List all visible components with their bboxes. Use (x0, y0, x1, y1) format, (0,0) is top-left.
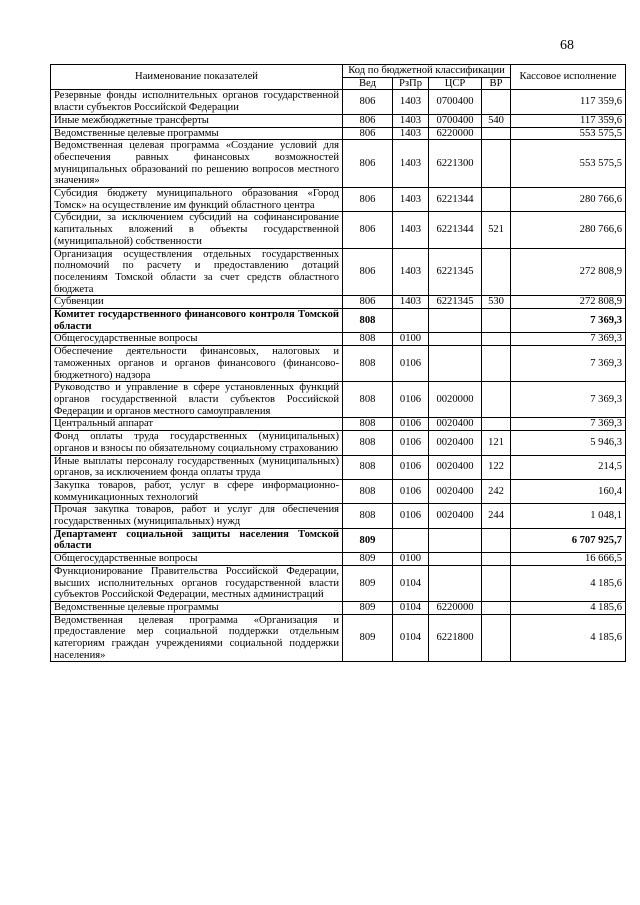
table-row (51, 212, 626, 248)
row-vr: 540 (482, 114, 511, 127)
row-amount: 280 766,6 (511, 212, 626, 248)
table-row (51, 382, 626, 418)
table-row (51, 504, 626, 528)
row-amount: 6 707 925,7 (511, 528, 626, 552)
row-vr: 122 (482, 455, 511, 479)
row-csr: 6220000 (429, 601, 482, 614)
row-name: Руководство и управление в сфере установленных функций органов государственной власти субъектов Российской Федерации и органов местного самоуправления (51, 382, 343, 418)
header-classification-group: Код по бюджетной классификации (343, 65, 511, 78)
row-rzpr: 0106 (393, 431, 429, 455)
row-amount: 272 808,9 (511, 296, 626, 309)
row-name: Центральный аппарат (51, 418, 343, 431)
table-row (51, 528, 626, 552)
row-name: Прочая закупка товаров, работ и услуг для обеспечения государственных (муниципальных) нужд (51, 504, 343, 528)
table-row (51, 114, 626, 127)
row-vr (482, 382, 511, 418)
row-ved: 806 (343, 296, 393, 309)
table-row (51, 346, 626, 382)
row-rzpr: 1403 (393, 212, 429, 248)
row-ved: 808 (343, 479, 393, 503)
row-ved: 809 (343, 601, 393, 614)
row-csr (429, 553, 482, 566)
row-amount: 16 666,5 (511, 553, 626, 566)
table-row (51, 418, 626, 431)
row-amount: 553 575,5 (511, 140, 626, 188)
row-ved: 806 (343, 140, 393, 188)
row-rzpr: 0104 (393, 614, 429, 662)
row-csr: 0020400 (429, 455, 482, 479)
row-csr: 0020400 (429, 431, 482, 455)
row-csr: 0020400 (429, 479, 482, 503)
table-row (51, 90, 626, 114)
row-amount: 553 575,5 (511, 127, 626, 140)
row-rzpr: 0106 (393, 418, 429, 431)
row-rzpr: 0106 (393, 346, 429, 382)
row-ved: 808 (343, 431, 393, 455)
row-name: Субвенции (51, 296, 343, 309)
table-row (51, 553, 626, 566)
row-vr (482, 346, 511, 382)
header-cash-execution: Кассовое исполнение (511, 65, 626, 90)
row-ved: 809 (343, 553, 393, 566)
row-name: Ведомственные целевые программы (51, 127, 343, 140)
row-ved: 806 (343, 127, 393, 140)
row-vr (482, 601, 511, 614)
row-rzpr: 1403 (393, 90, 429, 114)
row-vr: 244 (482, 504, 511, 528)
header-name: Наименование показателей (51, 65, 343, 90)
row-rzpr: 0106 (393, 382, 429, 418)
row-vr (482, 418, 511, 431)
row-csr: 0700400 (429, 90, 482, 114)
row-amount: 7 369,3 (511, 418, 626, 431)
row-ved: 806 (343, 114, 393, 127)
row-amount: 7 369,3 (511, 309, 626, 333)
row-csr (429, 565, 482, 601)
row-ved: 806 (343, 90, 393, 114)
row-amount: 4 185,6 (511, 601, 626, 614)
row-rzpr (393, 528, 429, 552)
row-csr (429, 333, 482, 346)
row-name: Ведомственная целевая программа «Организация и предоставление мер социальной поддержки отдельным категориям граждан учреждениями социальной поддержки населения» (51, 614, 343, 662)
row-csr (429, 346, 482, 382)
row-name: Субсидии, за исключением субсидий на софинансирование капитальных вложений в объекты государственной (муниципальной) собственности (51, 212, 343, 248)
row-name: Ведомственная целевая программа «Создание условий для обеспечения равных финансовых возможностей муниципальных образований по решению вопросов местного значения» (51, 140, 343, 188)
row-csr: 6221344 (429, 212, 482, 248)
row-amount: 4 185,6 (511, 614, 626, 662)
row-csr: 6220000 (429, 127, 482, 140)
row-name: Общегосударственные вопросы (51, 553, 343, 566)
row-amount: 7 369,3 (511, 382, 626, 418)
row-ved: 806 (343, 248, 393, 296)
row-name: Обеспечение деятельности финансовых, налоговых и таможенных органов и органов финансового (финансово-бюджетного) надзора (51, 346, 343, 382)
row-vr: 521 (482, 212, 511, 248)
row-csr (429, 528, 482, 552)
row-name: Функционирование Правительства Российской Федерации, высших исполнительных органов государственной власти субъектов Российской Федерации, местных администраций (51, 565, 343, 601)
row-vr (482, 565, 511, 601)
row-name: Организация осуществления отдельных государственных полномочий по расчету и предоставлению дотаций поселениям Томской области за счет средств областного бюджета (51, 248, 343, 296)
row-rzpr: 0106 (393, 479, 429, 503)
row-name: Комитет государственного финансового контроля Томской области (51, 309, 343, 333)
row-amount: 1 048,1 (511, 504, 626, 528)
header-ved: Вед (343, 77, 393, 90)
row-vr: 121 (482, 431, 511, 455)
row-ved: 808 (343, 418, 393, 431)
table-row (51, 296, 626, 309)
row-amount: 4 185,6 (511, 565, 626, 601)
row-name: Резервные фонды исполнительных органов государственной власти субъектов Российской Федерации (51, 90, 343, 114)
row-ved: 809 (343, 614, 393, 662)
row-amount: 5 946,3 (511, 431, 626, 455)
table-row (51, 601, 626, 614)
row-rzpr: 0104 (393, 565, 429, 601)
row-ved: 806 (343, 212, 393, 248)
budget-execution-table (50, 64, 626, 662)
row-name: Фонд оплаты труда государственных (муниципальных) органов и взносы по обязательному социальному страхованию (51, 431, 343, 455)
table-row (51, 333, 626, 346)
row-rzpr: 1403 (393, 140, 429, 188)
row-csr: 6221800 (429, 614, 482, 662)
row-rzpr: 1403 (393, 114, 429, 127)
row-vr: 242 (482, 479, 511, 503)
row-csr: 6221345 (429, 248, 482, 296)
row-csr: 6221344 (429, 188, 482, 212)
row-rzpr: 1403 (393, 248, 429, 296)
row-amount: 280 766,6 (511, 188, 626, 212)
row-amount: 160,4 (511, 479, 626, 503)
row-ved: 808 (343, 333, 393, 346)
row-vr (482, 248, 511, 296)
row-ved: 808 (343, 504, 393, 528)
row-csr (429, 309, 482, 333)
row-amount: 214,5 (511, 455, 626, 479)
row-csr: 0700400 (429, 114, 482, 127)
row-vr (482, 127, 511, 140)
row-rzpr: 0106 (393, 455, 429, 479)
row-ved: 808 (343, 455, 393, 479)
row-amount: 7 369,3 (511, 333, 626, 346)
row-name: Общегосударственные вопросы (51, 333, 343, 346)
row-vr (482, 333, 511, 346)
row-name: Иные межбюджетные трансферты (51, 114, 343, 127)
table-row (51, 614, 626, 662)
table-row (51, 479, 626, 503)
row-amount: 117 359,6 (511, 90, 626, 114)
row-vr (482, 90, 511, 114)
row-rzpr: 0104 (393, 601, 429, 614)
row-name: Закупка товаров, работ, услуг в сфере информационно-коммуникационных технологий (51, 479, 343, 503)
row-csr: 0020400 (429, 418, 482, 431)
row-name: Иные выплаты персоналу государственных (муниципальных) органов, за исключением фонда оплаты труда (51, 455, 343, 479)
row-ved: 808 (343, 309, 393, 333)
row-amount: 117 359,6 (511, 114, 626, 127)
row-rzpr: 0100 (393, 333, 429, 346)
table-row (51, 188, 626, 212)
row-amount: 272 808,9 (511, 248, 626, 296)
table-body (51, 90, 626, 662)
row-rzpr: 0100 (393, 553, 429, 566)
header-rzpr: РзПр (393, 77, 429, 90)
row-rzpr: 1403 (393, 127, 429, 140)
table-row (51, 431, 626, 455)
row-csr: 6221345 (429, 296, 482, 309)
row-csr: 0020000 (429, 382, 482, 418)
table-row (51, 309, 626, 333)
row-vr (482, 188, 511, 212)
row-ved: 808 (343, 382, 393, 418)
table-row (51, 248, 626, 296)
row-rzpr: 1403 (393, 296, 429, 309)
table-row (51, 140, 626, 188)
row-amount: 7 369,3 (511, 346, 626, 382)
row-vr (482, 140, 511, 188)
table-row (51, 565, 626, 601)
header-vr: ВР (482, 77, 511, 90)
row-ved: 808 (343, 346, 393, 382)
row-csr: 0020400 (429, 504, 482, 528)
row-vr: 530 (482, 296, 511, 309)
table-row (51, 455, 626, 479)
row-vr (482, 528, 511, 552)
row-name: Субсидия бюджету муниципального образования «Город Томск» на осуществление им функций областного центра (51, 188, 343, 212)
row-vr (482, 614, 511, 662)
row-name: Департамент социальной защиты населения Томской области (51, 528, 343, 552)
row-name: Ведомственные целевые программы (51, 601, 343, 614)
page-number: 68 (560, 38, 574, 53)
row-ved: 806 (343, 188, 393, 212)
row-rzpr (393, 309, 429, 333)
row-ved: 809 (343, 565, 393, 601)
row-csr: 6221300 (429, 140, 482, 188)
row-rzpr: 0106 (393, 504, 429, 528)
row-ved: 809 (343, 528, 393, 552)
header-csr: ЦСР (429, 77, 482, 90)
row-vr (482, 309, 511, 333)
row-rzpr: 1403 (393, 188, 429, 212)
table-row (51, 127, 626, 140)
row-vr (482, 553, 511, 566)
